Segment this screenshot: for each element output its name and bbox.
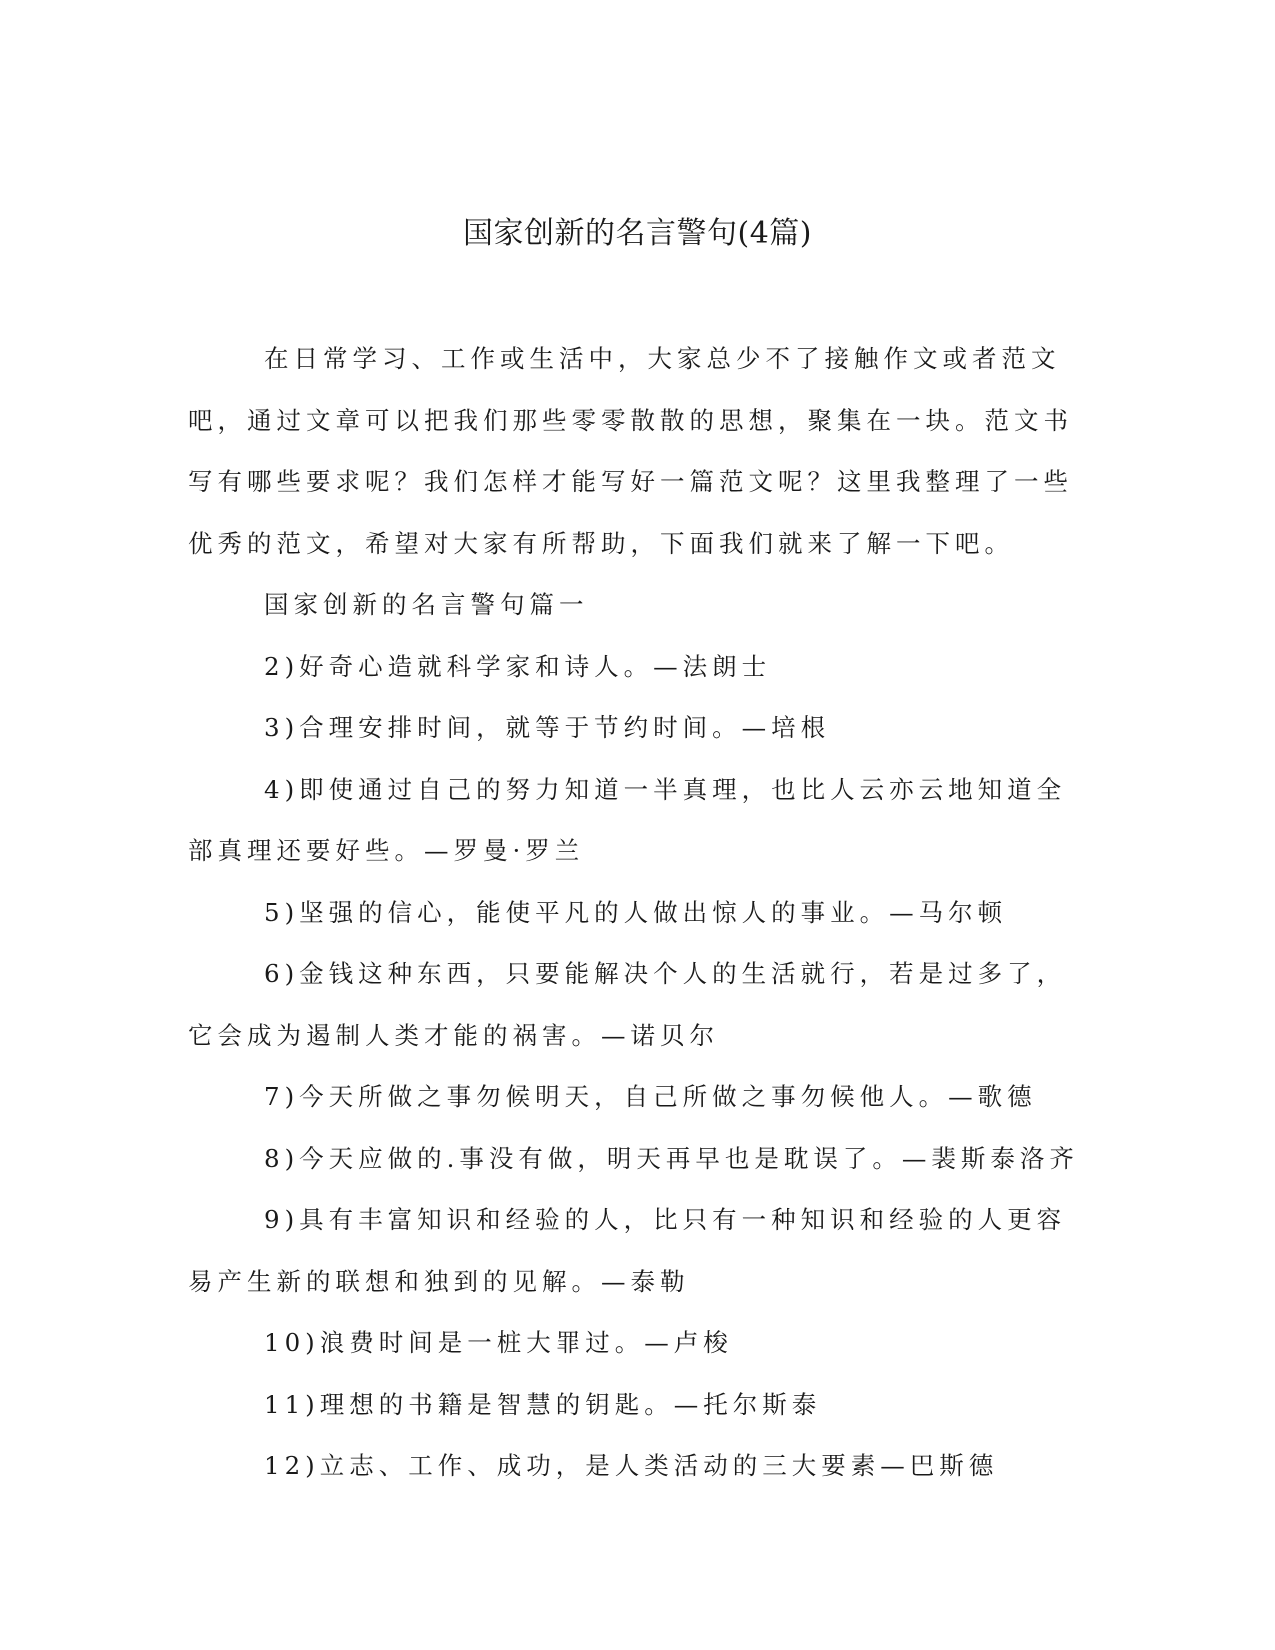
quote-item: 10)浪费时间是一桩大罪过。—卢梭 bbox=[264, 1328, 733, 1357]
section-heading: 国家创新的名言警句篇一 bbox=[264, 590, 589, 619]
quote-item: 8)今天应做的.事没有做，明天再早也是耽误了。—裴斯泰洛齐 bbox=[264, 1143, 1079, 1173]
quote-item: 4)即使通过自己的努力知道一半真理，也比人云亦云地知道全部真理还要好些。—罗曼·罗兰 bbox=[188, 774, 1067, 865]
intro-paragraph: 在日常学习、工作或生活中，大家总少不了接触作文或者范文吧，通过文章可以把我们那些零零散散的思想，聚集在一块。范文书写有哪些要求呢？我们怎样才能写好一篇范文呢？这里我整理了一些优秀的范文，希望对大家有所帮助，下面我们就来了解一下吧。 bbox=[188, 344, 1073, 558]
quote-item: 7)今天所做之事勿候明天，自己所做之事勿候他人。—歌德 bbox=[264, 1082, 1037, 1111]
document-title: 国家创新的名言警句(4篇) bbox=[463, 216, 812, 251]
quote-item: 9)具有丰富知识和经验的人，比只有一种知识和经验的人更容易产生新的联想和独到的见解。—泰勒 bbox=[188, 1205, 1067, 1296]
quote-item: 2)好奇心造就科学家和诗人。—法朗士 bbox=[264, 651, 772, 681]
document-body bbox=[188, 328, 1088, 1497]
quote-item: 5)坚强的信心，能使平凡的人做出惊人的事业。—马尔顿 bbox=[264, 897, 1008, 927]
quote-item: 3)合理安排时间，就等于节约时间。—培根 bbox=[264, 713, 831, 742]
quote-item: 12)立志、工作、成功，是人类活动的三大要素—巴斯德 bbox=[264, 1451, 999, 1480]
quote-item: 11)理想的书籍是智慧的钥匙。—托尔斯泰 bbox=[264, 1389, 822, 1419]
quote-item: 6)金钱这种东西，只要能解决个人的生活就行，若是过多了，它会成为遏制人类才能的祸害。—诺贝尔 bbox=[188, 959, 1067, 1050]
